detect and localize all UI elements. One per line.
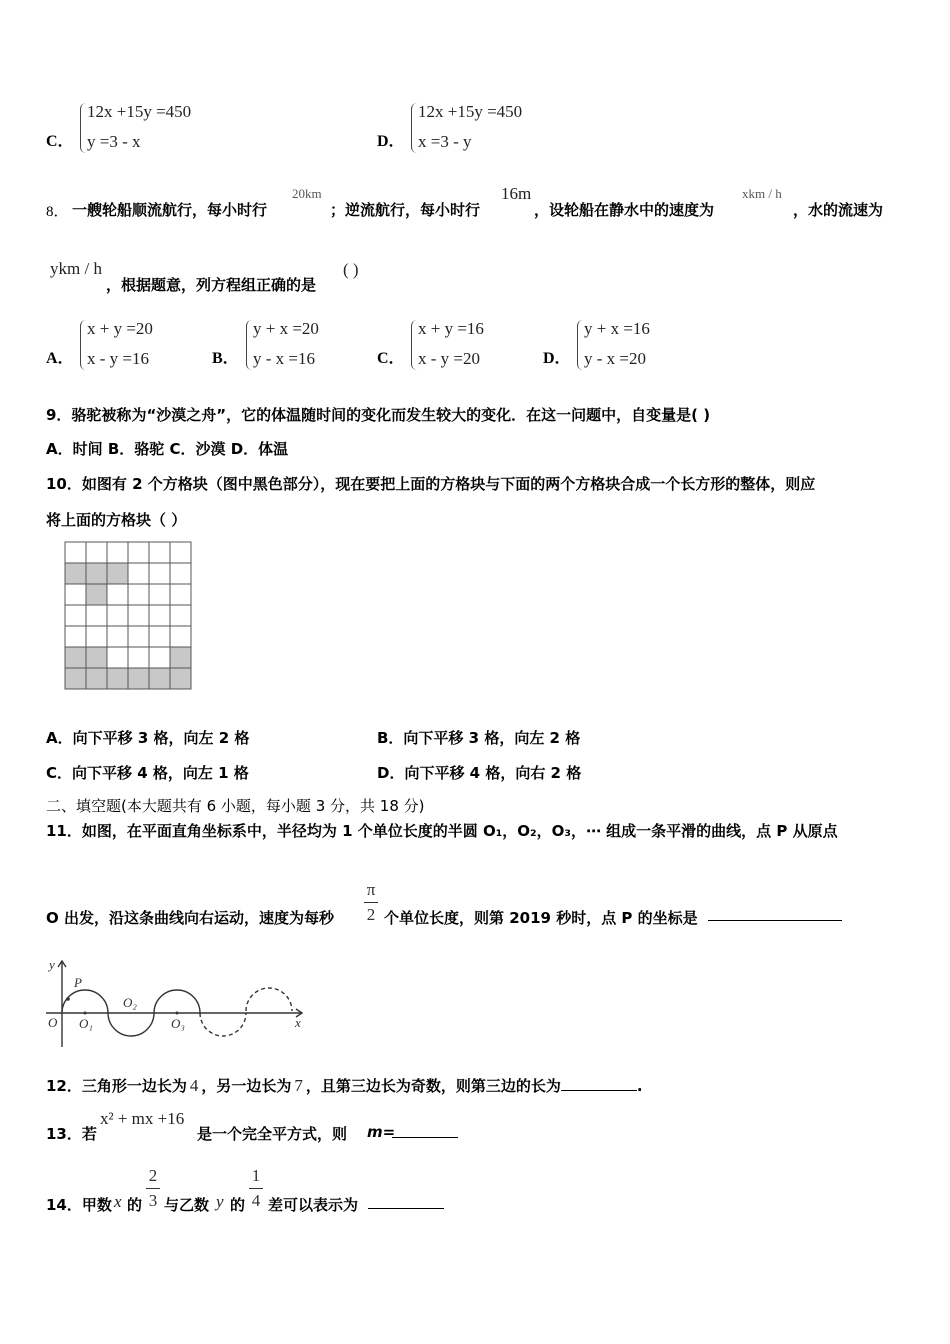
- q14-f2-den: 4: [251, 1191, 261, 1210]
- q14-x: x: [114, 1192, 122, 1211]
- q13-m: m=: [367, 1123, 396, 1141]
- q8-c-brace: [411, 320, 418, 370]
- q8-c-eq1: x + y =16: [418, 319, 484, 338]
- q8-c-eq2: x - y =20: [418, 349, 480, 368]
- q8-a-label: A．: [46, 350, 74, 367]
- q10-option-d: D．向下平移 4 格，向右 2 格: [377, 764, 582, 782]
- q7-d-eq1: 12x +15y =450: [418, 102, 523, 121]
- q10-grid-figure: [64, 541, 194, 691]
- q10-option-c: C．向下平移 4 格，向左 1 格: [46, 764, 249, 782]
- q14-f1-num: 2: [148, 1166, 158, 1185]
- grid-shaded-cell: [107, 563, 128, 584]
- q8-number: 8．: [46, 204, 69, 220]
- q12-text-a: 12．三角形一边长为: [46, 1077, 187, 1095]
- q14-fraction-1-4: [249, 1166, 263, 1211]
- q7-c-eq2: y =3 - x: [87, 132, 141, 151]
- q9-stem: 9．骆驼被称为“沙漠之舟”，它的体温随时间的变化而发生较大的变化．在这一问题中，自变量是( ): [46, 406, 711, 424]
- center-o3-dot: [176, 1012, 179, 1015]
- grid-shaded-cell: [107, 668, 128, 689]
- q11-frac-den: 2: [366, 905, 376, 924]
- q13-text-b: 是一个完全平方式，则: [197, 1125, 348, 1143]
- q14-f2-num: 1: [251, 1166, 261, 1185]
- q7-c-label: C．: [46, 133, 74, 150]
- q7-c-eq1: 12x +15y =450: [87, 102, 192, 121]
- q12-text-c: ，且第三边长为奇数，则第三边的长为: [305, 1077, 561, 1095]
- q13-expression: x² + mx +16: [100, 1109, 185, 1128]
- q11-fraction: [364, 880, 378, 925]
- q8-b-label: B．: [212, 350, 239, 367]
- q14-f1-den: 3: [148, 1191, 158, 1210]
- q12-line: [46, 1075, 643, 1096]
- grid-shaded-cell: [86, 584, 107, 605]
- q12-value-7: 7: [294, 1076, 303, 1095]
- q14-text-e: 差可以表示为: [268, 1196, 359, 1214]
- q8-a-eq1: x + y =20: [87, 319, 153, 338]
- center-o1-dot: [84, 1012, 87, 1015]
- q11-line-1: 11．如图，在平面直角坐标系中，半径均为 1 个单位长度的半圆 O₁，O₂，O₃，⋯ 组成一条平滑的曲线，点 P 从原点: [46, 822, 838, 840]
- q8-d-eq2: y - x =20: [584, 349, 646, 368]
- graph-o2-label: O₂: [123, 995, 137, 1010]
- q8-math-20km: 20km: [292, 186, 322, 201]
- semicircle-o5-dashed: [246, 988, 292, 1011]
- q7-d-eq2: x =3 - y: [418, 132, 472, 151]
- q8-text-1: 一艘轮船顺流航行，每小时行: [72, 201, 268, 219]
- q8-d-eq1: y + x =16: [584, 319, 650, 338]
- grid-shaded-cell: [170, 668, 191, 689]
- q13-answer-blank[interactable]: [392, 1123, 458, 1138]
- grid-shaded-cell: [86, 647, 107, 668]
- graph-p-label: P: [74, 975, 82, 990]
- q8-math-xkmh: xkm / h: [742, 186, 782, 201]
- q7-d-label: D．: [377, 133, 405, 150]
- grid-shaded-cell: [86, 668, 107, 689]
- q8-text-2: ；逆流航行，每小时行: [330, 201, 481, 219]
- semicircle-o4-dashed: [200, 1013, 246, 1036]
- q14-text-a: 14．甲数: [46, 1196, 112, 1214]
- q8-math-16m: 16m: [501, 184, 532, 203]
- q9-options: A．时间 B．骆驼 C．沙漠 D．体温: [46, 440, 289, 458]
- q13-text-a: 13．若: [46, 1125, 97, 1143]
- q8-text-5: ，根据题意，列方程组正确的是: [106, 276, 317, 294]
- graph-x-label: x: [295, 1015, 301, 1030]
- q11-curve-graph: [44, 955, 310, 1051]
- grid-shaded-cell: [128, 668, 149, 689]
- q14-text-c: 与乙数: [164, 1196, 210, 1214]
- q12-value-4: 4: [189, 1076, 199, 1095]
- q7-d-brace: [411, 103, 418, 153]
- q7-c-brace: [80, 103, 87, 153]
- q12-answer-blank[interactable]: [561, 1076, 637, 1091]
- q8-math-ykmh: ykm / h: [50, 259, 102, 278]
- grid-shaded-cell: [65, 563, 86, 584]
- q8-d-label: D．: [543, 350, 571, 367]
- section-2-heading: 二、填空题(本大题共有 6 小题，每小题 3 分，共 18 分): [46, 797, 425, 815]
- q14-y: y: [216, 1192, 224, 1211]
- grid-shaded-cell: [86, 563, 107, 584]
- point-p: [66, 997, 70, 1001]
- q8-text-4: ，水的流速为: [793, 201, 884, 219]
- q10-option-a: A．向下平移 3 格，向左 2 格: [46, 729, 250, 747]
- q8-text-3: ，设轮船在静水中的速度为: [534, 201, 715, 219]
- q8-paren: ( ): [343, 260, 359, 279]
- q14-text-d: 的: [230, 1196, 246, 1214]
- graph-y-label: y: [49, 957, 55, 972]
- graph-o3-label: O₃: [171, 1016, 185, 1031]
- q8-c-label: C．: [377, 350, 405, 367]
- grid-shaded-cell: [65, 668, 86, 689]
- semicircle-o3: [154, 990, 200, 1013]
- q8-a-eq2: x - y =16: [87, 349, 149, 368]
- q11-line-2a: O 出发，沿这条曲线向右运动，速度为每秒: [46, 909, 334, 927]
- q11-frac-num: π: [366, 880, 376, 899]
- semicircle-o1: [62, 990, 108, 1013]
- q10-line-2: 将上面的方格块（ ）: [46, 511, 187, 529]
- q8-a-brace: [80, 320, 87, 370]
- q8-d-brace: [577, 320, 584, 370]
- grid-shaded-cell: [170, 647, 191, 668]
- q11-answer-blank[interactable]: [708, 906, 842, 921]
- semicircle-o2: [108, 1013, 154, 1036]
- q11-line-2b: 个单位长度，则第 2019 秒时，点 P 的坐标是: [384, 909, 698, 927]
- grid-shaded-cell: [149, 668, 170, 689]
- q8-b-eq2: y - x =16: [253, 349, 315, 368]
- q8-b-eq1: y + x =20: [253, 319, 319, 338]
- q12-text-b: ，另一边长为: [201, 1077, 292, 1095]
- graph-o1-label: O₁: [79, 1016, 93, 1031]
- graph-origin-label: O: [48, 1015, 58, 1030]
- q8-b-brace: [246, 320, 253, 370]
- q14-text-b: 的: [127, 1196, 143, 1214]
- grid-shaded-cell: [65, 647, 86, 668]
- q10-line-1: 10．如图有 2 个方格块（图中黑色部分），现在要把上面的方格块与下面的两个方格块合成一个长方形的整体，则应: [46, 475, 816, 493]
- q12-period: .: [636, 1077, 643, 1095]
- q14-fraction-2-3: [146, 1166, 160, 1211]
- q14-answer-blank[interactable]: [368, 1194, 444, 1209]
- q10-option-b: B．向下平移 3 格，向左 2 格: [377, 729, 581, 747]
